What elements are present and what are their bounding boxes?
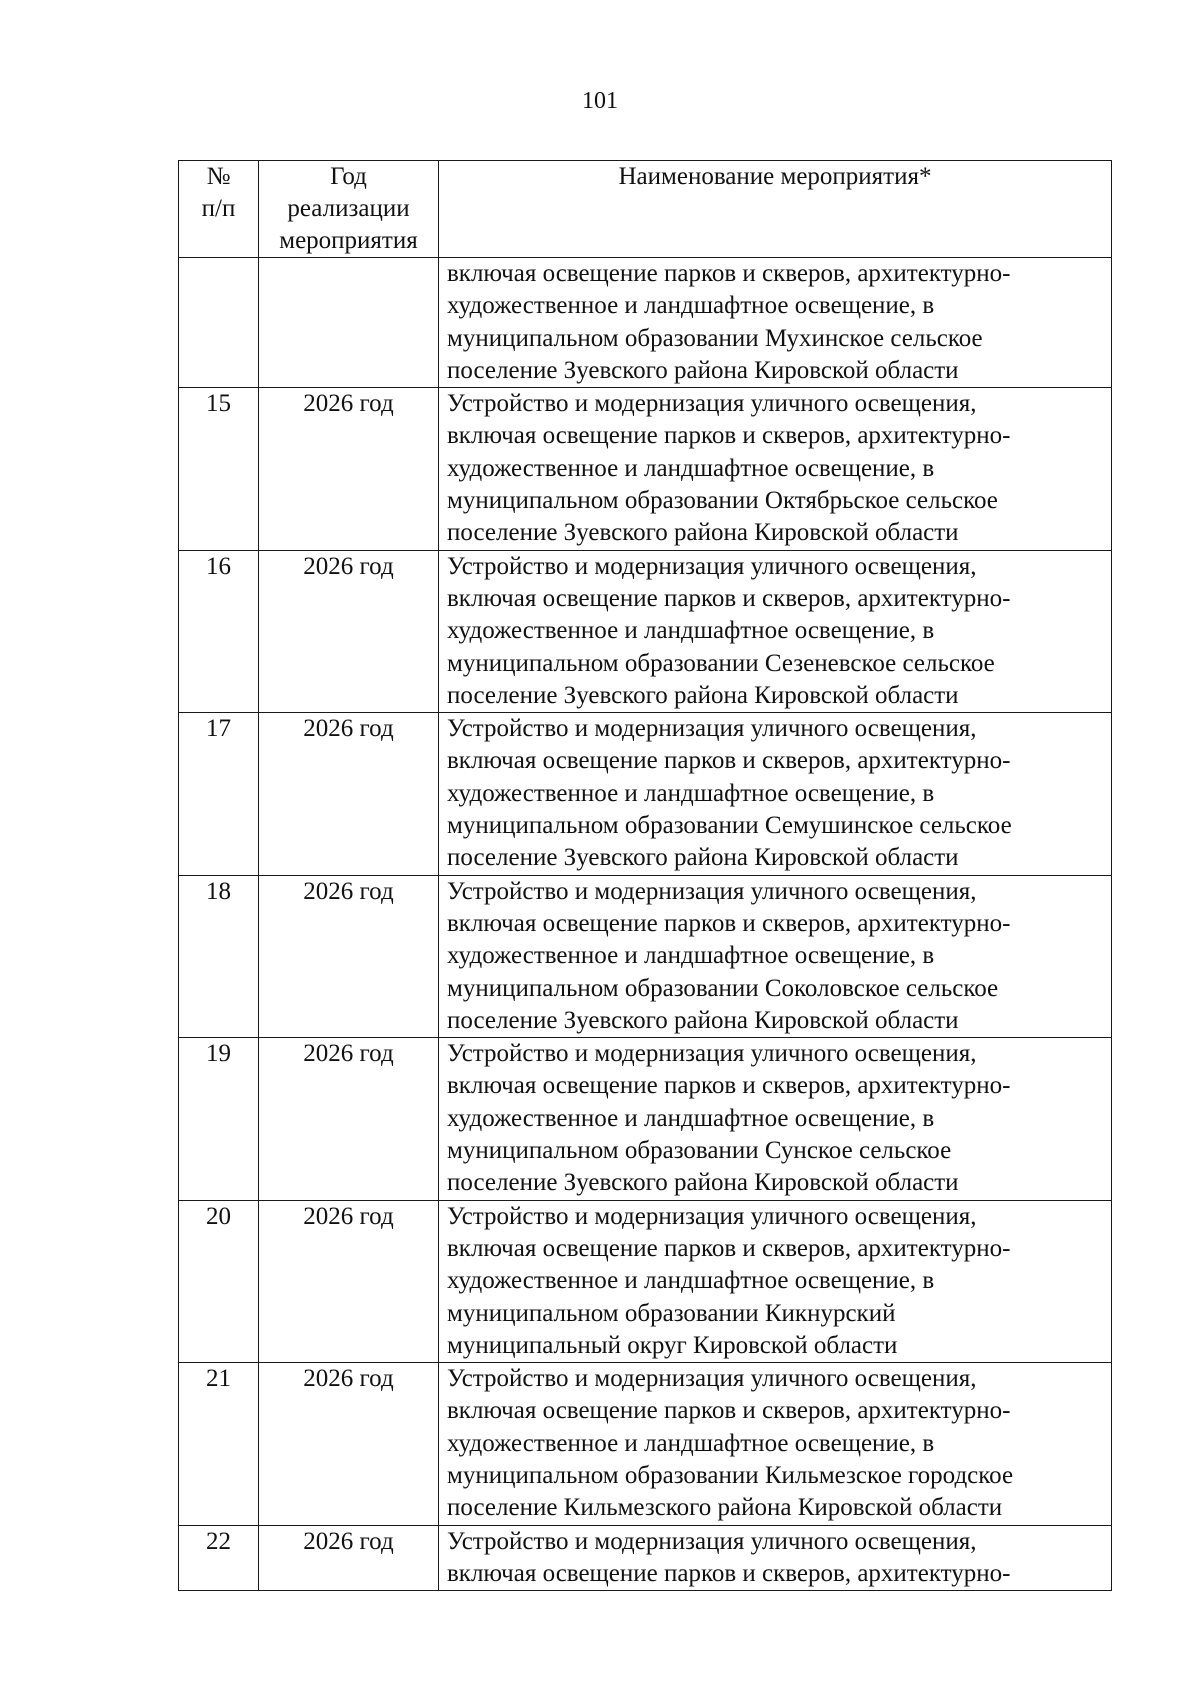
table-body	[179, 258, 1112, 1591]
table-row	[179, 713, 1112, 875]
header-year-line: реализации	[287, 195, 410, 222]
row-year: 2026 год	[259, 550, 439, 712]
table-row	[179, 1363, 1112, 1525]
page-number: 101	[582, 88, 618, 114]
row-event-name: Устройство и модернизация уличного освещения, включая освещение парков и скверов, архитектурно- художественное и ландшафтное освещение, в муниципальном образовании Соколовское сельское поселение Зуевского района Кировской области	[439, 875, 1112, 1037]
row-number: 18	[179, 875, 259, 1037]
table-row	[179, 1200, 1112, 1362]
row-year: 2026 год	[259, 713, 439, 875]
header-row	[179, 161, 1112, 258]
header-name	[439, 161, 1112, 258]
row-number: 15	[179, 388, 259, 550]
row-year: 2026 год	[259, 1038, 439, 1200]
header-year-line: Год	[330, 163, 367, 190]
row-year: 2026 год	[259, 1525, 439, 1591]
row-year: 2026 год	[259, 875, 439, 1037]
events-table	[178, 160, 1112, 1591]
row-event-name: включая освещение парков и скверов, архитектурно- художественное и ландшафтное освещение, в муниципальном образовании Мухинское сельское поселение Зуевского района Кировской области	[439, 258, 1112, 388]
row-number	[179, 258, 259, 388]
row-year	[259, 258, 439, 388]
row-number: 17	[179, 713, 259, 875]
row-number: 20	[179, 1200, 259, 1362]
table-row	[179, 1038, 1112, 1200]
row-event-name: Устройство и модернизация уличного освещения, включая освещение парков и скверов, архитектурно- художественное и ландшафтное освещение, в муниципальном образовании Семушинское сельское поселение Зуевского района Кировской области	[439, 713, 1112, 875]
row-event-name: Устройство и модернизация уличного освещения, включая освещение парков и скверов, архитектурно- художественное и ландшафтное освещение, в муниципальном образовании Сезеневское сельское поселение Зуевского района Кировской области	[439, 550, 1112, 712]
table-header	[179, 161, 1112, 258]
table-row	[179, 388, 1112, 550]
header-num	[179, 161, 259, 258]
row-event-name: Устройство и модернизация уличного освещения, включая освещение парков и скверов, архитектурно- художественное и ландшафтное освещение, в муниципальном образовании Кикнурский муниципальный округ Кировской области	[439, 1200, 1112, 1362]
table-row	[179, 550, 1112, 712]
row-number: 19	[179, 1038, 259, 1200]
row-event-name: Устройство и модернизация уличного освещения, включая освещение парков и скверов, архитектурно- художественное и ландшафтное освещение, в муниципальном образовании Сунское сельское поселение Зуевского района Кировской области	[439, 1038, 1112, 1200]
header-num-line: №	[206, 163, 231, 190]
row-event-name: Устройство и модернизация уличного освещения, включая освещение парков и скверов, архитектурно- художественное и ландшафтное освещение, в муниципальном образовании Октябрьское сельское поселение Зуевского района Кировской области	[439, 388, 1112, 550]
table-row	[179, 875, 1112, 1037]
header-name-line: Наименование мероприятия*	[618, 163, 932, 190]
row-event-name: Устройство и модернизация уличного освещения, включая освещение парков и скверов, архитектурно- художественное и ландшафтное освещение, в муниципальном образовании Кильмезское городское поселение Кильмезского района Кировской области	[439, 1363, 1112, 1525]
table-row	[179, 1525, 1112, 1591]
row-number: 22	[179, 1525, 259, 1591]
row-year: 2026 год	[259, 1363, 439, 1525]
row-year: 2026 год	[259, 388, 439, 550]
row-number: 21	[179, 1363, 259, 1525]
header-year	[259, 161, 439, 258]
row-number: 16	[179, 550, 259, 712]
row-event-name: Устройство и модернизация уличного освещения, включая освещение парков и скверов, архитектурно-	[439, 1525, 1112, 1591]
header-year-line: мероприятия	[279, 227, 418, 254]
header-num-line: п/п	[201, 195, 236, 222]
table-row	[179, 258, 1112, 388]
row-year: 2026 год	[259, 1200, 439, 1362]
